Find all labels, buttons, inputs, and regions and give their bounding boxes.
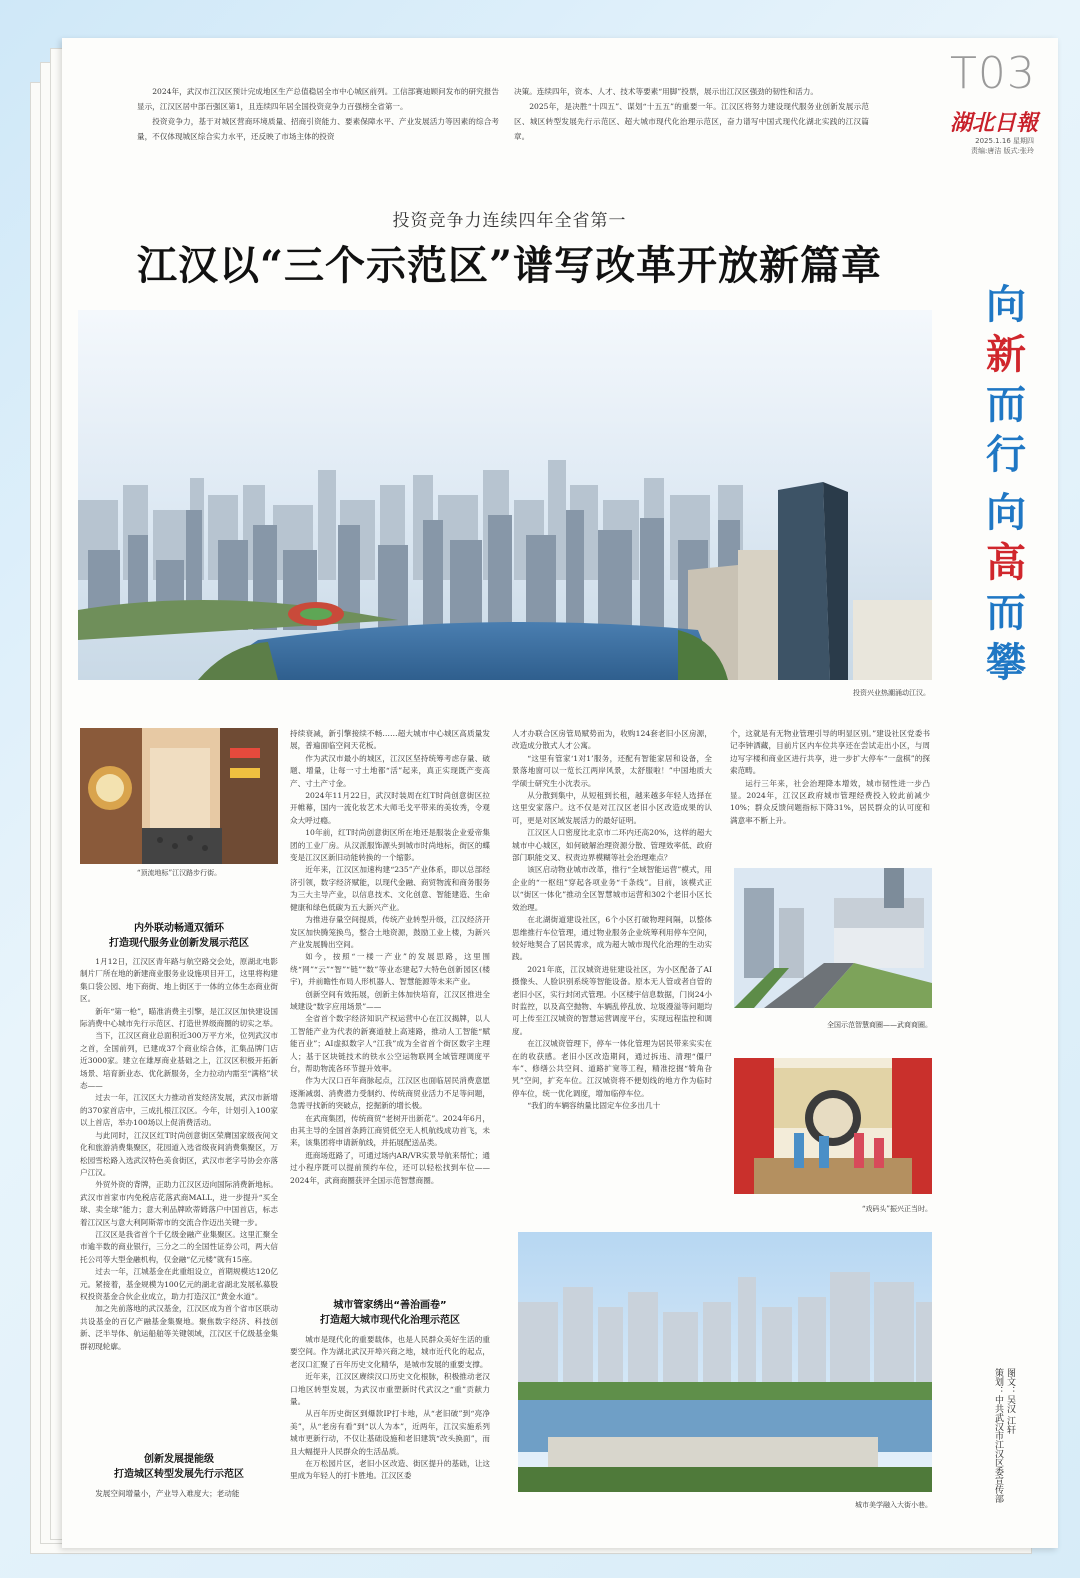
editors-line: 责编:唐洁 版式:张玲 [971, 147, 1034, 155]
intro-paragraph: 投资竞争力，基于对城区营商环境质量、招商引资能力、要素保障水平、产业发展活力等因素的综合考量，不仅体现城区综合实力水平，还反映了市场主体的投资 [137, 117, 499, 141]
body-paragraph: “这里有管家‘1对1’服务，还配有智能家居和设备，全景落地窗可以一览长江两岸风景，太舒服啦！”中国地质大学硕士研究生小沈表示。 [512, 753, 712, 788]
body-paragraph: 从分散到集中，从短租到长租，越来越多年轻人选择在这里安家落户。这不仅是对江汉区老旧小区改造成果的认可，更是对区域发展活力的最好证明。 [512, 791, 712, 825]
slogan-char: 新 [986, 332, 1026, 378]
body-paragraph: 近年来，江汉区赓续汉口历史文化根脉，积极推动老汉口地区转型发展，为武汉市重塑新时代武汉之“重”贡献力量。 [290, 1372, 490, 1407]
slogan-char: 而 [986, 382, 1026, 428]
lakeside-city-photo [518, 1232, 932, 1492]
body-paragraph: 运行三年来，社会治理降本增效，城市韧性进一步凸显。2024年，江汉区政府城市管理经费投入较此前减少10%；群众反馈问题指标下降31%，居民群众的认可度和满意率不断上升。 [730, 778, 930, 825]
intro-paragraph: 2024年，武汉市江汉区预计完成地区生产总值稳居全市中心城区前列。工信部赛迪顾问发布的研究报告显示，江汉区居中部百强区第1，且连续四年居全国投资竞争力百强榜全省第一。 [137, 87, 499, 111]
body-paragraph: 该区启动物业城市改革，推行“全域智能运营”模式，用企业的“一枢纽”穿起各项业务“千条线”。目前，该模式正以“街区一体化”推动全区智慧城市运营和302个老旧小区长效治理。 [512, 865, 712, 912]
body-paragraph: 当下，江汉区商业总面积近300万平方米，位列武汉市之首，全国前列，已建成37个商业综合体，汇集品牌门店近3000家。建立在雄厚商业基础之上，江汉区积极开拓新场景、培育新业态、优化新服务，全力拉动内需至“满格”状态—— [80, 1031, 278, 1091]
body-paragraph: 逛商场逛路了，可通过场内AR/VR实景导航来帮忙；通过小程序既可以提前预约车位，还可以轻松找到车位——2024年，武商商圈获评全国示范智慧商圈。 [290, 1150, 490, 1185]
slogan-char: 攀 [986, 640, 1026, 686]
body-paragraph: 10年前，红T时尚创意街区所在地还是服装企业爱帝集团的工业厂房。从汉派服饰源头到城市时尚地标，街区的蝶变是江汉区新旧动能转换的一个缩影。 [290, 828, 490, 863]
section-title-line: 城市管家绣出“善治画卷” [333, 1300, 447, 1311]
column-1-body [80, 956, 278, 1353]
section-title-line: 内外联动畅通双循环 [134, 923, 224, 934]
body-paragraph: 2024年11月22日，武汉时装周在红T时尚创意街区拉开帷幕，国内一流化妆艺术大师毛戈平带来的美妆秀，令观众大呼过瘾。 [290, 791, 490, 825]
intro-paragraph: 决策。连续四年，资本、人才、技术等要素“用脚”投票，展示出江汉区强劲的韧性和活力。 [514, 87, 818, 96]
column-2-body [290, 728, 490, 1187]
body-paragraph: 过去一年，江汉区大力推动首发经济发展，武汉市新增的370家首店中，三成扎根江汉区。今年，计划引入100家以上首店，举办100场以上促消费活动。 [80, 1093, 278, 1128]
pedestrian-street-caption: “顶流地标”江汉路步行街。 [136, 869, 222, 877]
body-paragraph: 个，这就是有无物业管理引导的明显区别。”建设社区党委书记李钟洒藏，目前片区内车位共享还在尝试走出小区，与周边写字楼和商业区进行共享，进一步扩大停车“一盘棋”的探索范畴。 [730, 729, 930, 776]
slogan-char: 向 [986, 282, 1026, 328]
date-line: 2025.1.16 星期四 [975, 137, 1034, 145]
body-paragraph: “我们的车辆容纳量比固定车位多出几十 [527, 1101, 661, 1111]
credit-vertical [992, 1368, 1016, 1543]
main-skyline-photo [78, 310, 932, 680]
body-paragraph: 创新空间有效拓展，创新主体加快培育，江汉区推进全域建设“数字应用场景”—— [290, 989, 490, 1011]
section-title-line: 打造超大城市现代化治理示范区 [320, 1315, 460, 1326]
body-paragraph: 外贸外资的背牌，正助力江汉区迈向国际消费新地标。武汉市首家市内免税店花落武商MALL，进一步提升“买全球、卖全球”能力；意大利品牌欧蒂姆落户中国首店，标志着江汉区与意大利阿斯蒂市的交流合作迈出关键一步。 [80, 1180, 278, 1227]
body-paragraph: 作为武汉市最小的城区，江汉区坚持统筹考虑存量、破题、增量，让每一寸土地都“活”起来，真正实现既产变高产、寸土产寸金。 [290, 753, 490, 788]
section-1-title [80, 921, 278, 951]
body-paragraph: 在万松园片区，老旧小区改造、街区提升的基础，让这里成为年轻人的打卡胜地。江汉区委 [290, 1459, 490, 1481]
slogan-char: 而 [986, 590, 1026, 636]
body-paragraph: 1月12日，江汉区青年路与航空路交会处，原湖北电影制片厂所在地的新建商业服务业设施项目开工，这里将构建集口袋公园、地下商街、地上街区于一体的立体生态商业街区。 [80, 957, 278, 1004]
section-2-title [80, 1452, 278, 1482]
body-paragraph: 与此同时，江汉区红T时尚创意街区荣膺国家级夜间文化和旅游消费集聚区，花园道入选省级夜间消费集聚区，万松园雪松路入选武汉特色美食街区，武汉市老字号协会亦落户江汉。 [80, 1130, 278, 1177]
headline: 江汉以“三个示范区”谱写改革开放新篇章 [136, 242, 882, 289]
paper-name-logo: 湖北日報 [950, 110, 1039, 136]
body-paragraph: 近年来，江汉区加速构建“235”产业体系，即以总部经济引领，数字经济赋能，以现代金融、商贸物流和商务服务为三大主导产业，以信息技术、文化创意、智能建造、生命健康和绿色低碳为五大新兴产业。 [290, 865, 490, 912]
column-3-body [512, 728, 712, 1113]
body-paragraph: 在北湖街道建设社区，6个小区打破物理间隔，以整体思维推行车位管理，通过物业服务企业统筹利用停车空间，较好地契合了居民需求，成为超大城市现代化治理的生动实践。 [512, 915, 712, 962]
body-paragraph: 为推进存量空间提质，传统产业转型升级，江汉经济开发区加快腾笼换鸟，整合土地资源，鼓励工业上楼，为新兴产业发展腾出空间。 [290, 915, 490, 949]
opera-stage-photo [734, 1058, 932, 1194]
intro-column-2 [514, 84, 869, 144]
body-paragraph: 在江汉城资管理下，停车一体化管理为居民带来实实在在的收获感。老旧小区改造期间，通过拆违、清理“僵尸车”、修缮公共空间、道路扩宽等工程，精准挖掘“犄角旮旯”空间，扩充车位。江汉城资将不便划线的地方作为临时停车位，统一优化调度，增加临停车位。 [512, 1039, 712, 1098]
slogan-vertical [978, 280, 1034, 688]
column-2-section-3 [290, 1334, 490, 1483]
body-paragraph: 江汉区人口密度比北京市二环内还高20%，这样的超大城市中心城区，如何破解治理资源分散、管理效率低、政府部门职能交叉、权责边界模糊等社会治理难点？ [512, 828, 712, 863]
body-paragraph: 人才办联合区房管局赋势而为，收购124套老旧小区房源，改造成分散式人才公寓。 [512, 729, 712, 751]
body-paragraph: 城市是现代化的重要载体，也是人民群众美好生活的重要空间。作为湖北武汉开埠兴商之地，城市近代化的起点，老汉口汇聚了百年历史文化精华，是城市发展的重要支撑。 [290, 1335, 490, 1369]
section-title-line: 创新发展提能级 [144, 1454, 214, 1465]
pedestrian-street-photo [80, 728, 278, 864]
lakeside-city-caption: 城市美学融入大街小巷。 [855, 1501, 932, 1509]
column-1-tail [80, 1488, 278, 1500]
body-paragraph: 在武商集团，传统商贸“老树开出新花”。2024年6月，由其主导的全国首条跨江商贸低空无人机航线成功首飞，未来，该集团将申请新航线，并拓展配送品类。 [290, 1113, 490, 1148]
credit-line: 策划：中共武汉市江汉区委宣传部 [993, 1368, 1003, 1503]
slogan-char: 高 [986, 540, 1026, 586]
body-paragraph: 全省首个数字经济知识产权运营中心在江汉揭牌，以人工智能产业为代表的新赛道驶上高速路，推动人工智能“赋能百业”；AI虚拟数字人“江我”成为全省首个街区数字主理人；基于区块链技术的铁水公空运物联网全域管理调度平台，帮助物流各环节提升效率。 [290, 1014, 490, 1073]
body-paragraph: 过去一年，江城基金在此重组设立，首期规模达120亿元。紧接着，基金规模为100亿元的湖北省湖北发展私募股权投资基金合伙企业成立，助力打造汉江“黄金水道”。 [80, 1267, 278, 1301]
column-4-body [730, 728, 930, 827]
opera-stage-caption: “戏码头”振兴正当时。 [861, 1205, 932, 1213]
body-paragraph: 持续衰减，新引擎接续不畅……超大城市中心城区高质量发展，普遍面临空间天花板。 [290, 729, 490, 751]
section-3-title [290, 1298, 490, 1328]
intro-paragraph: 2025年，是决胜“十四五”、谋划“十五五”的重要一年。江汉区将努力建设现代服务业创新发展示范区、城区转型发展先行示范区、超大城市现代化治理示范区，奋力谱写中国式现代化湖北实践的江汉篇章。 [514, 102, 869, 141]
body-paragraph: 作为大汉口百年商脉起点，江汉区也面临居民消费意愿逐渐减弱、消费潜力受制约、传统商贸业活力不足等问题，急需寻找新的突破点，挖掘新的增长极。 [290, 1076, 490, 1111]
body-paragraph: 如今，按照“一楼一产业”的发展思路，这里围绕“网”“云”“智”“链”“数”等业态建起7大特色创新园区(楼宇)，并前瞻性布局人形机器人、智慧能源等未来产业。 [290, 952, 490, 987]
section-title-line: 打造城区转型发展先行示范区 [114, 1469, 244, 1480]
intro-column-1 [137, 84, 499, 144]
page-code: T03 [950, 48, 1036, 99]
main-photo-caption: 投资兴业热潮涌动江汉。 [853, 689, 930, 697]
body-paragraph: 从百年历史街区到爆款IP打卡地，从“老旧破”到“亮净美”，从“老房有看”到“以人为本”，近两年，江汉实施系列城市更新行动，不仅让基础设施和老旧建筑“改头换面”，而且大幅提升人民群众的生活品质。 [290, 1409, 490, 1456]
slogan-char: 行 [986, 432, 1026, 478]
body-paragraph: 2021年底，江汉城资进驻建设社区，为小区配备了AI摄像头、人脸识别系统等智能设备。原本无人管或者自管的老旧小区，实行封闭式管理。小区楼宇信息数据，门岗24小时监控，以及高空抛物、车辆乱停乱放、垃圾漫溢等问题均可上传至江汉城资的智慧运营调度平台，实现远程监控和调度。 [512, 964, 712, 1036]
business-district-caption: 全国示范智慧商圈——武商商圈。 [827, 1021, 932, 1029]
body-paragraph: 加之先前落地的武汉基金，江汉区成为首个省市区联动共设基金的百亿产融基金集聚地。聚焦数字经济、科技创新、泛半导体、航运船舶等关键领域，江汉区千亿级基金集群初现轮廓。 [80, 1304, 278, 1351]
credit-line: 图文：吴汉 江轩 [1005, 1368, 1015, 1434]
business-district-photo [734, 868, 932, 1008]
masthead-meta [922, 136, 1034, 156]
kicker: 投资竞争力连续四年全省第一 [392, 211, 627, 231]
body-paragraph: 新年“第一枪”，瞄准消费主引擎，是江汉区加快建设国际消费中心城市先行示范区、打造世界级商圈的切实之举。 [80, 1006, 278, 1029]
body-paragraph: 发展空间增量小，产业导入难度大；老动能 [95, 1489, 240, 1498]
newspaper-page [62, 38, 1058, 1548]
slogan-char: 向 [986, 490, 1026, 536]
section-title-line: 打造现代服务业创新发展示范区 [109, 938, 249, 949]
body-paragraph: 江汉区是我省首个千亿级金融产业集聚区。这里汇聚全市逾半数的商业银行，三分之二的全国性证券公司，两大信托公司等大型金融机构，仅金融“亿元楼”就有15座。 [80, 1229, 278, 1264]
